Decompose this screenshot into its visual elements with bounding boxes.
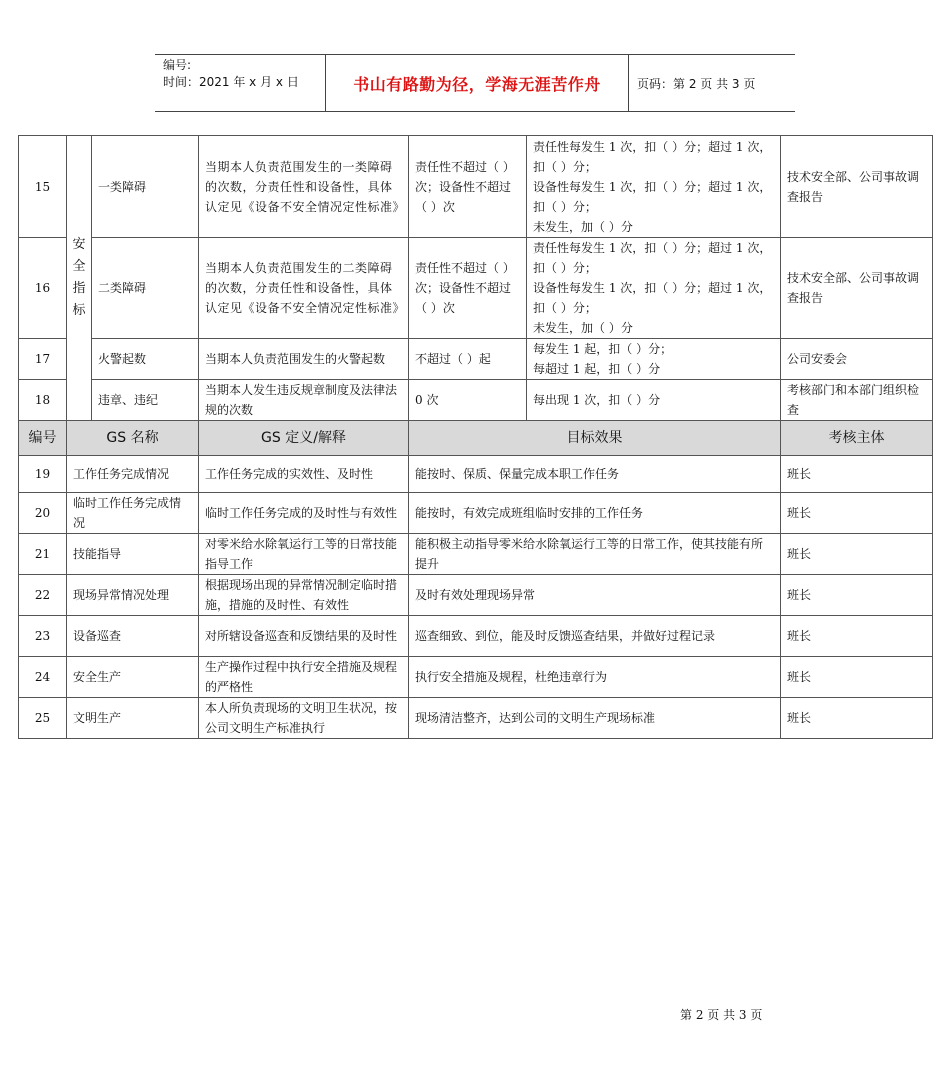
table-header-row [19, 421, 933, 456]
indicator-name: 火警起数 [92, 339, 199, 380]
scoring-line: 未发生，加（ ）分 [533, 219, 633, 234]
row-number: 18 [19, 380, 67, 421]
indicator-name: 一类障碍 [92, 136, 199, 238]
indicator-source: 公司安委会 [781, 339, 933, 380]
row-number: 21 [19, 534, 67, 575]
indicator-source: 技术安全部、公司事故调查报告 [781, 238, 933, 339]
gs-definition: 工作任务完成的实效性、及时性 [199, 456, 409, 493]
table-row [19, 238, 933, 339]
gs-effect: 能积极主动指导零米给水除氧运行工等的日常工作，使其技能有所提升 [409, 534, 781, 575]
table-row [19, 136, 933, 238]
scoring-line: 责任性每发生 1 次，扣（ ）分；超过 1 次，扣（ ）分； [533, 139, 772, 174]
category-char: 安 [72, 237, 86, 252]
category-cell [67, 136, 92, 421]
page-footer: 第 2 页 共 3 页 [680, 1008, 763, 1022]
gs-effect: 现场清洁整齐，达到公司的文明生产现场标准 [409, 698, 781, 739]
row-number: 25 [19, 698, 67, 739]
gs-name: 工作任务完成情况 [67, 456, 199, 493]
category-char: 全 [72, 259, 86, 274]
row-number: 24 [19, 657, 67, 698]
doc-time-label: 时间：2021 年 x 月 x 日 [163, 75, 299, 89]
table-row [19, 657, 933, 698]
category-char: 指 [72, 281, 86, 296]
indicator-target: 责任性不超过（ ）次；设备性不超过（ ）次 [409, 238, 527, 339]
indicator-definition: 当期本人负责范围发生的一类障碍的次数，分责任性和设备性，具体认定见《设备不安全情况定性标准》 [199, 136, 409, 238]
indicator-definition: 当期本人发生违反规章制度及法律法规的次数 [199, 380, 409, 421]
header-motto: 书山有路勤为径，学海无涯苦作舟 [326, 55, 629, 111]
gs-definition: 生产操作过程中执行安全措施及规程的严格性 [199, 657, 409, 698]
row-number: 15 [19, 136, 67, 238]
gs-subject: 班长 [781, 698, 933, 739]
row-number: 17 [19, 339, 67, 380]
category-char: 标 [72, 303, 86, 318]
indicator-definition: 当期本人负责范围发生的火警起数 [199, 339, 409, 380]
scoring-line: 设备性每发生 1 次，扣（ ）分；超过 1 次，扣（ ）分； [533, 281, 772, 315]
indicator-target: 0 次 [409, 380, 527, 421]
scoring-line: 未发生，加（ ）分 [533, 321, 633, 335]
gs-effect: 及时有效处理现场异常 [409, 575, 781, 616]
doc-number-label: 编号: [163, 58, 192, 72]
row-number: 20 [19, 493, 67, 534]
gs-name: 设备巡查 [67, 616, 199, 657]
scoring-line: 每发生 1 起，扣（ ）分； [533, 342, 673, 356]
column-header-gs-definition: GS 定义/解释 [199, 421, 409, 456]
indicator-target: 不超过（ ）起 [409, 339, 527, 380]
indicator-name: 二类障碍 [92, 238, 199, 339]
row-number: 16 [19, 238, 67, 339]
header-meta [155, 55, 326, 111]
row-number: 23 [19, 616, 67, 657]
gs-name: 临时工作任务完成情况 [67, 493, 199, 534]
table-row [19, 339, 933, 380]
table-row [19, 616, 933, 657]
row-number: 19 [19, 456, 67, 493]
indicator-scoring [527, 339, 781, 380]
indicator-definition: 当期本人负责范围发生的二类障碍的次数，分责任性和设备性，具体认定见《设备不安全情况定性标准》 [199, 238, 409, 339]
row-number: 22 [19, 575, 67, 616]
gs-subject: 班长 [781, 616, 933, 657]
indicator-scoring [527, 238, 781, 339]
gs-name: 文明生产 [67, 698, 199, 739]
table-row [19, 456, 933, 493]
page-header [155, 54, 795, 112]
indicator-target: 责任性不超过（ ）次；设备性不超过（ ）次 [409, 136, 527, 238]
column-header-number: 编号 [19, 421, 67, 456]
gs-name: 现场异常情况处理 [67, 575, 199, 616]
gs-definition: 对零米给水除氧运行工等的日常技能指导工作 [199, 534, 409, 575]
scoring-line: 责任性每发生 1 次，扣（ ）分；超过 1 次，扣（ ）分； [533, 241, 772, 275]
indicator-scoring [527, 380, 781, 421]
gs-definition: 临时工作任务完成的及时性与有效性 [199, 493, 409, 534]
table-row [19, 575, 933, 616]
indicator-name: 违章、违纪 [92, 380, 199, 421]
table-row [19, 534, 933, 575]
gs-name: 技能指导 [67, 534, 199, 575]
scoring-line: 每出现 1 次，扣（ ）分 [533, 393, 661, 407]
gs-effect: 巡查细致、到位，能及时反馈巡查结果，并做好过程记录 [409, 616, 781, 657]
gs-subject: 班长 [781, 456, 933, 493]
gs-definition: 对所辖设备巡查和反馈结果的及时性 [199, 616, 409, 657]
gs-subject: 班长 [781, 493, 933, 534]
gs-subject: 班长 [781, 534, 933, 575]
column-header-target-effect: 目标效果 [409, 421, 781, 456]
gs-definition: 根据现场出现的异常情况制定临时措施，措施的及时性、有效性 [199, 575, 409, 616]
table-row [19, 380, 933, 421]
indicator-scoring [527, 136, 781, 238]
scoring-line: 设备性每发生 1 次，扣（ ）分；超过 1 次，扣（ ）分； [533, 179, 772, 214]
gs-subject: 班长 [781, 575, 933, 616]
indicator-source: 技术安全部、公司事故调查报告 [781, 136, 933, 238]
table-row [19, 698, 933, 739]
scoring-line: 每超过 1 起，扣（ ）分 [533, 362, 661, 376]
gs-subject: 班长 [781, 657, 933, 698]
header-page-label: 页码：第 2 页 共 3 页 [637, 76, 756, 91]
column-header-assessor: 考核主体 [781, 421, 933, 456]
table-row [19, 493, 933, 534]
gs-name: 安全生产 [67, 657, 199, 698]
gs-effect: 执行安全措施及规程，杜绝违章行为 [409, 657, 781, 698]
indicator-table [18, 135, 933, 739]
gs-effect: 能按时，有效完成班组临时安排的工作任务 [409, 493, 781, 534]
gs-effect: 能按时、保质、保量完成本职工作任务 [409, 456, 781, 493]
gs-definition: 本人所负责现场的文明卫生状况，按公司文明生产标准执行 [199, 698, 409, 739]
column-header-gs-name: GS 名称 [67, 421, 199, 456]
indicator-source: 考核部门和本部门组织检查 [781, 380, 933, 421]
